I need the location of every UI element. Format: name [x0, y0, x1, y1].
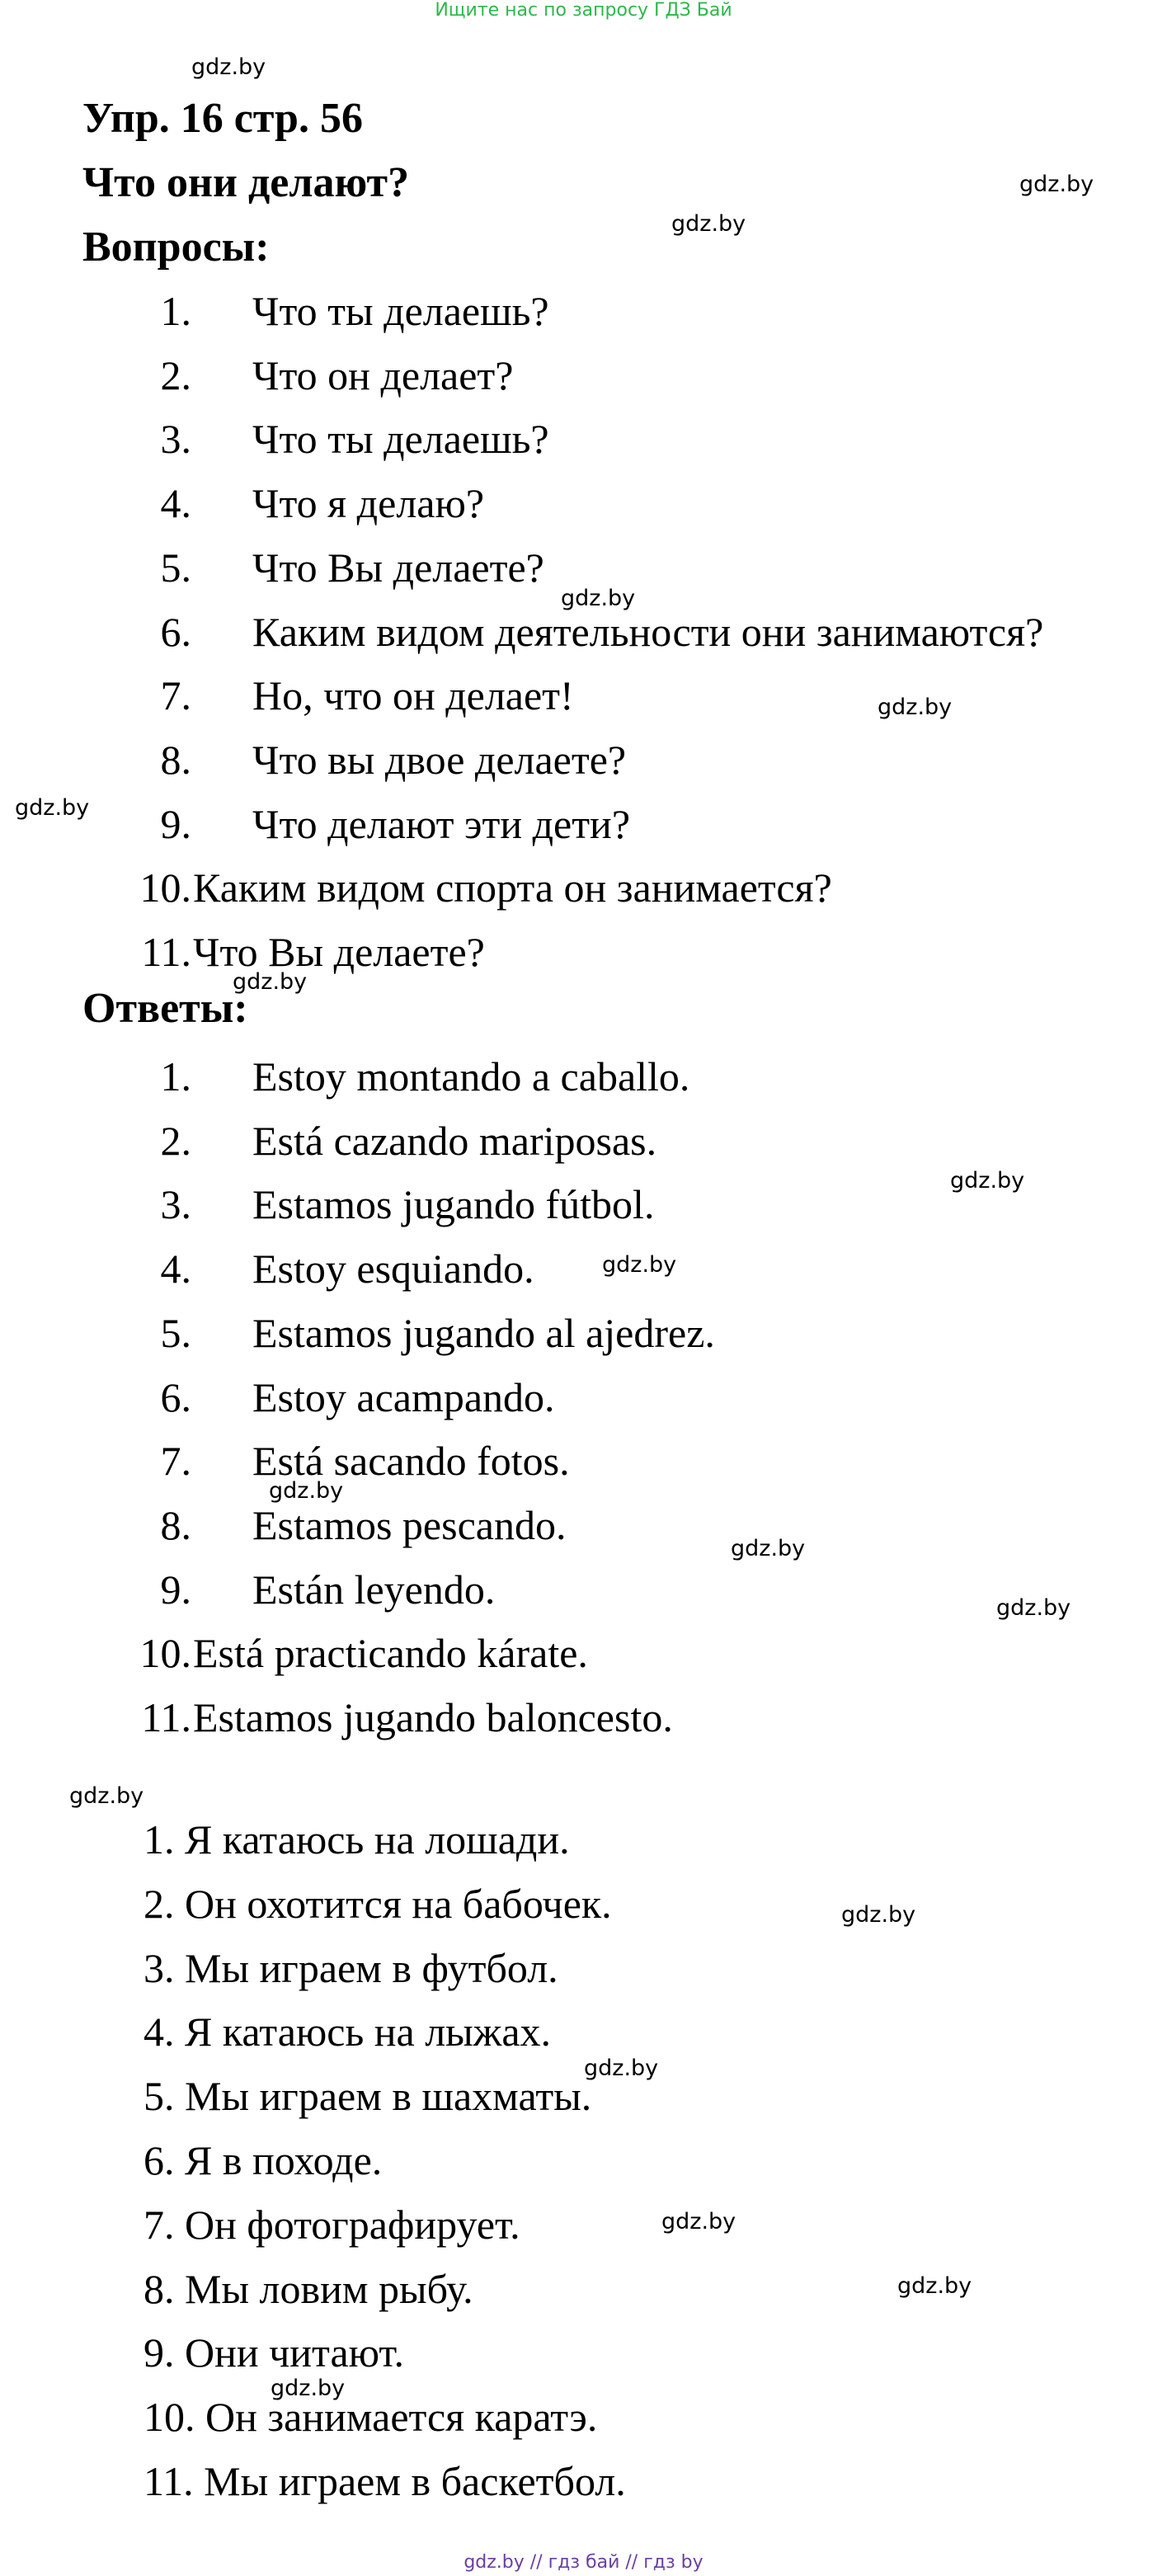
answers-list	[132, 1045, 715, 1750]
list-item: 10. Каким видом спорта он занимается?	[139, 864, 832, 911]
list-item: 11. Мы играем в баскетбол.	[144, 2457, 626, 2504]
watermark: gdz.by	[271, 2376, 346, 2401]
exercise-heading: Упр. 16 стр. 56	[82, 95, 363, 142]
list-item: 8. Что вы двое делаете?	[160, 736, 627, 783]
watermark: gdz.by	[1019, 172, 1094, 197]
watermark: gdz.by	[15, 795, 90, 821]
watermark: gdz.by	[269, 1478, 344, 1504]
top-banner: Ищите нас по запросу ГДЗ Бай	[435, 0, 732, 21]
watermark: gdz.by	[561, 586, 636, 611]
list-item: 9. Что делают эти дети?	[160, 800, 631, 847]
watermark: gdz.by	[584, 2056, 659, 2081]
list-item: 8. Estamos pescando.	[160, 1501, 567, 1548]
list-item: 6. Я в походе.	[144, 2136, 383, 2183]
watermark: gdz.by	[878, 695, 953, 720]
watermark: gdz.by	[671, 211, 746, 237]
watermark: gdz.by	[731, 1536, 806, 1561]
list-item: 7. Но, что он делает!	[160, 672, 574, 719]
page-title: Что они делают?	[82, 159, 410, 206]
watermark: gdz.by	[841, 1902, 916, 1928]
list-item: 5. Estamos jugando al ajedrez.	[160, 1309, 715, 1356]
list-item: 4. Что я делаю?	[160, 480, 485, 527]
list-item: 10. Он занимается каратэ.	[144, 2394, 598, 2441]
list-item: 5. Мы играем в шахматы.	[144, 2073, 592, 2120]
watermark: gdz.by	[69, 1783, 144, 1809]
list-item: 2. Está cazando mariposas.	[160, 1117, 657, 1164]
watermark: gdz.by	[996, 1595, 1071, 1621]
watermark: gdz.by	[661, 2209, 736, 2235]
list-item: 10. Está practicando kárate.	[139, 1630, 588, 1677]
questions-list	[132, 280, 1043, 985]
questions-heading: Вопросы:	[82, 224, 270, 271]
answers-heading: Ответы:	[82, 985, 248, 1032]
list-item: 4. Estoy esquiando.	[160, 1246, 534, 1293]
list-item: 2. Что он делает?	[160, 351, 514, 398]
footer-links: gdz.by // гдз бай // гдз by	[464, 2552, 703, 2573]
list-item: 3. Что ты делаешь?	[160, 416, 549, 463]
list-item: 3. Мы играем в футбол.	[144, 1944, 558, 1991]
watermark: gdz.by	[233, 969, 308, 995]
watermark: gdz.by	[950, 1168, 1025, 1194]
list-item: 5. Что Вы делаете?	[160, 544, 544, 591]
list-item: 6. Каким видом деятельности они занимаются?	[160, 608, 1044, 655]
watermark: gdz.by	[897, 2273, 972, 2299]
list-item: 11. Что Вы делаете?	[141, 929, 485, 976]
list-item: 9. Они читают.	[144, 2329, 404, 2376]
list-item: 1. Что ты делаешь?	[160, 288, 549, 334]
list-item: 4. Я катаюсь на лыжах.	[144, 2009, 552, 2056]
list-item: 2. Он охотится на бабочек.	[144, 1880, 612, 1927]
list-item: 7. Está sacando fotos.	[160, 1438, 570, 1485]
watermark: gdz.by	[191, 54, 266, 80]
translations-list	[144, 1808, 626, 2514]
list-item: 11. Estamos jugando baloncesto.	[141, 1694, 673, 1741]
list-item: 3. Estamos jugando fútbol.	[160, 1181, 655, 1228]
watermark: gdz.by	[602, 1252, 677, 1278]
list-item: 1. Я катаюсь на лошади.	[144, 1816, 570, 1863]
list-item: 9. Están leyendo.	[160, 1566, 496, 1613]
list-item: 6. Estoy acampando.	[160, 1373, 555, 1420]
list-item: 8. Мы ловим рыбу.	[144, 2265, 473, 2312]
list-item: 1. Estoy montando a caballo.	[160, 1053, 690, 1100]
list-item: 7. Он фотографирует.	[144, 2201, 520, 2248]
